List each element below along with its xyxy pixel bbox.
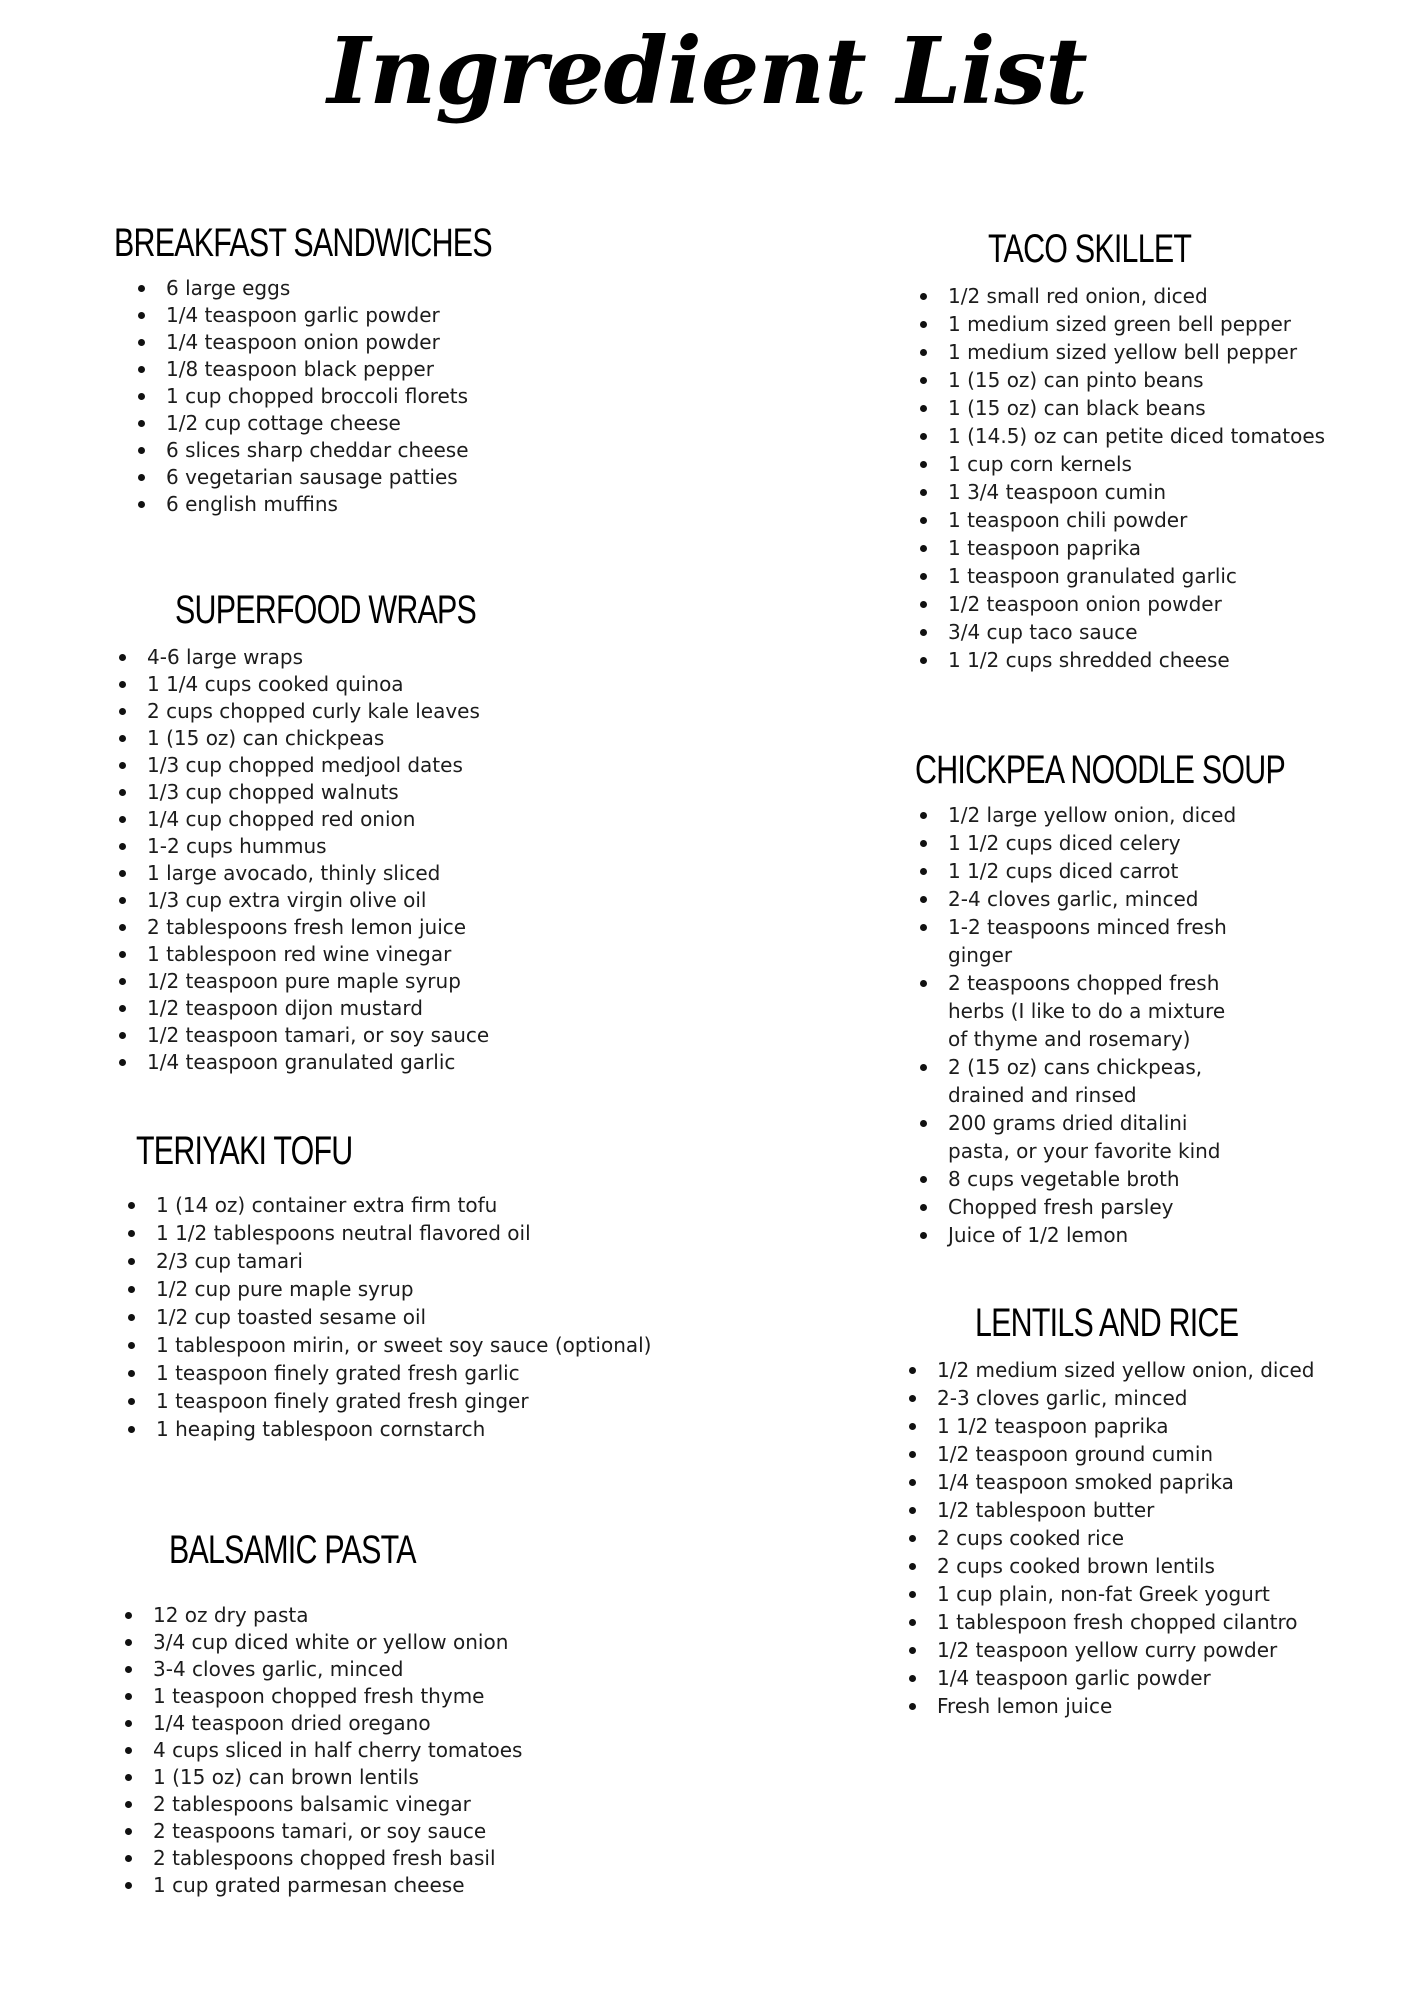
list-item: 1/4 teaspoon smoked paprika (903, 1468, 1314, 1496)
list-item: 1 (15 oz) can brown lentils (119, 1764, 522, 1791)
list-item: 2/3 cup tamari (122, 1247, 652, 1275)
list-item: 3-4 cloves garlic, minced (119, 1656, 522, 1683)
list-item: 1/2 teaspoon ground cumin (903, 1440, 1314, 1468)
list-item: 1 large avocado, thinly sliced (113, 860, 489, 887)
list-item: 12 oz dry pasta (119, 1602, 522, 1629)
list-item: 1/2 teaspoon yellow curry powder (903, 1636, 1314, 1664)
list-item: 2 teaspoons tamari, or soy sauce (119, 1818, 522, 1845)
list-item: 1/4 teaspoon dried oregano (119, 1710, 522, 1737)
list-item: 1 cup grated parmesan cheese (119, 1872, 522, 1899)
list-item: 1 teaspoon finely grated fresh garlic (122, 1359, 652, 1387)
list-item: 6 vegetarian sausage patties (132, 464, 469, 491)
list-item: 1 teaspoon finely grated fresh ginger (122, 1387, 652, 1415)
list-item: 1 heaping tablespoon cornstarch (122, 1415, 652, 1443)
list-item-continued: of thyme and rosemary) (948, 1027, 1191, 1051)
list-item: 1 tablespoon mirin, or sweet soy sauce (optional) (122, 1331, 652, 1359)
list-item: 8 cups vegetable broth (914, 1165, 1236, 1193)
list-teriyaki-tofu (122, 1191, 652, 1443)
list-item: 1 1/2 teaspoon paprika (903, 1412, 1314, 1440)
list-item: 1/2 teaspoon tamari, or soy sauce (113, 1022, 489, 1049)
list-item: 1/2 teaspoon pure maple syrup (113, 968, 489, 995)
heading-lentils-and-rice: LENTILS AND RICE (975, 1301, 1239, 1345)
list-item-continued: drained and rinsed (948, 1083, 1137, 1107)
heading-breakfast-sandwiches: BREAKFAST SANDWICHES (114, 221, 492, 265)
list-item: 1 (15 oz) can pinto beans (914, 366, 1325, 394)
list-item: 1 1/2 cups diced carrot (914, 857, 1236, 885)
list-item: 1/3 cup extra virgin olive oil (113, 887, 489, 914)
list-item: 1-2 cups hummus (113, 833, 489, 860)
list-balsamic-pasta (119, 1602, 522, 1899)
list-item: 1 teaspoon granulated garlic (914, 562, 1325, 590)
list-item: 1 cup chopped broccoli florets (132, 383, 469, 410)
list-item: 1 1/2 cups diced celery (914, 829, 1236, 857)
list-item: 1 teaspoon chili powder (914, 506, 1325, 534)
list-item: 2-4 cloves garlic, minced (914, 885, 1236, 913)
list-item: 4 cups sliced in half cherry tomatoes (119, 1737, 522, 1764)
list-item: 1/2 teaspoon dijon mustard (113, 995, 489, 1022)
list-superfood-wraps (113, 644, 489, 1076)
list-item: 1 (15 oz) can chickpeas (113, 725, 489, 752)
list-lentils-and-rice (903, 1356, 1314, 1720)
list-item: 1/2 tablespoon butter (903, 1496, 1314, 1524)
list-item: 1/3 cup chopped medjool dates (113, 752, 489, 779)
list-item: 2 tablespoons balsamic vinegar (119, 1791, 522, 1818)
list-item: 2 (15 oz) cans chickpeas, (914, 1053, 1236, 1081)
list-item: 1/2 cup toasted sesame oil (122, 1303, 652, 1331)
list-item: Juice of 1/2 lemon (914, 1221, 1236, 1249)
list-item: 1 1/2 cups shredded cheese (914, 646, 1325, 674)
list-item: 4-6 large wraps (113, 644, 489, 671)
list-item: 1 cup corn kernels (914, 450, 1325, 478)
list-item: 3/4 cup taco sauce (914, 618, 1325, 646)
list-breakfast-sandwiches (132, 275, 469, 518)
list-item: 1 1/2 tablespoons neutral flavored oil (122, 1219, 652, 1247)
page-title: Ingredient List (327, 17, 1087, 125)
list-item: 1/4 teaspoon garlic powder (132, 302, 469, 329)
list-item: 2 cups chopped curly kale leaves (113, 698, 489, 725)
list-item: 1/3 cup chopped walnuts (113, 779, 489, 806)
heading-taco-skillet: TACO SKILLET (988, 227, 1192, 271)
heading-chickpea-noodle-soup: CHICKPEA NOODLE SOUP (915, 748, 1285, 792)
list-item: 1/4 teaspoon garlic powder (903, 1664, 1314, 1692)
list-item: 2 cups cooked rice (903, 1524, 1314, 1552)
heading-teriyaki-tofu: TERIYAKI TOFU (136, 1129, 353, 1173)
heading-balsamic-pasta: BALSAMIC PASTA (169, 1528, 416, 1572)
list-item: 1/2 large yellow onion, diced (914, 801, 1236, 829)
list-item: 1/2 cup cottage cheese (132, 410, 469, 437)
list-item-continued: ginger (948, 943, 1013, 967)
list-item: 1 medium sized yellow bell pepper (914, 338, 1325, 366)
list-item: 1/2 medium sized yellow onion, diced (903, 1356, 1314, 1384)
list-item: 2 teaspoons chopped fresh (914, 969, 1236, 997)
list-item: 2 tablespoons chopped fresh basil (119, 1845, 522, 1872)
list-item: 1 teaspoon paprika (914, 534, 1325, 562)
list-item: 6 slices sharp cheddar cheese (132, 437, 469, 464)
list-item: 2 cups cooked brown lentils (903, 1552, 1314, 1580)
list-item: 1/4 cup chopped red onion (113, 806, 489, 833)
list-item: 1 teaspoon chopped fresh thyme (119, 1683, 522, 1710)
list-item: 1/2 teaspoon onion powder (914, 590, 1325, 618)
list-item: 1/2 cup pure maple syrup (122, 1275, 652, 1303)
list-item-continued: herbs (I like to do a mixture (948, 999, 1226, 1023)
list-item: 1/4 teaspoon granulated garlic (113, 1049, 489, 1076)
list-item: 1 tablespoon fresh chopped cilantro (903, 1608, 1314, 1636)
list-item: 1 1/4 cups cooked quinoa (113, 671, 489, 698)
list-item: 1/4 teaspoon onion powder (132, 329, 469, 356)
list-item: 2-3 cloves garlic, minced (903, 1384, 1314, 1412)
list-item: 1 cup plain, non-fat Greek yogurt (903, 1580, 1314, 1608)
list-item: 1 (15 oz) can black beans (914, 394, 1325, 422)
list-item-continued: pasta, or your favorite kind (948, 1139, 1221, 1163)
list-item: 1 (14 oz) container extra firm tofu (122, 1191, 652, 1219)
list-item: Fresh lemon juice (903, 1692, 1314, 1720)
list-item: 3/4 cup diced white or yellow onion (119, 1629, 522, 1656)
list-item: 200 grams dried ditalini (914, 1109, 1236, 1137)
list-chickpea-noodle-soup (914, 801, 1236, 1249)
list-item: 2 tablespoons fresh lemon juice (113, 914, 489, 941)
list-item: 6 english muffins (132, 491, 469, 518)
heading-superfood-wraps: SUPERFOOD WRAPS (175, 588, 477, 632)
list-taco-skillet (914, 282, 1325, 674)
list-item: 1/8 teaspoon black pepper (132, 356, 469, 383)
list-item: 1 (14.5) oz can petite diced tomatoes (914, 422, 1325, 450)
list-item: 6 large eggs (132, 275, 469, 302)
list-item: 1 tablespoon red wine vinegar (113, 941, 489, 968)
list-item: 1/2 small red onion, diced (914, 282, 1325, 310)
list-item: 1-2 teaspoons minced fresh (914, 913, 1236, 941)
list-item: 1 3/4 teaspoon cumin (914, 478, 1325, 506)
list-item: 1 medium sized green bell pepper (914, 310, 1325, 338)
list-item: Chopped fresh parsley (914, 1193, 1236, 1221)
